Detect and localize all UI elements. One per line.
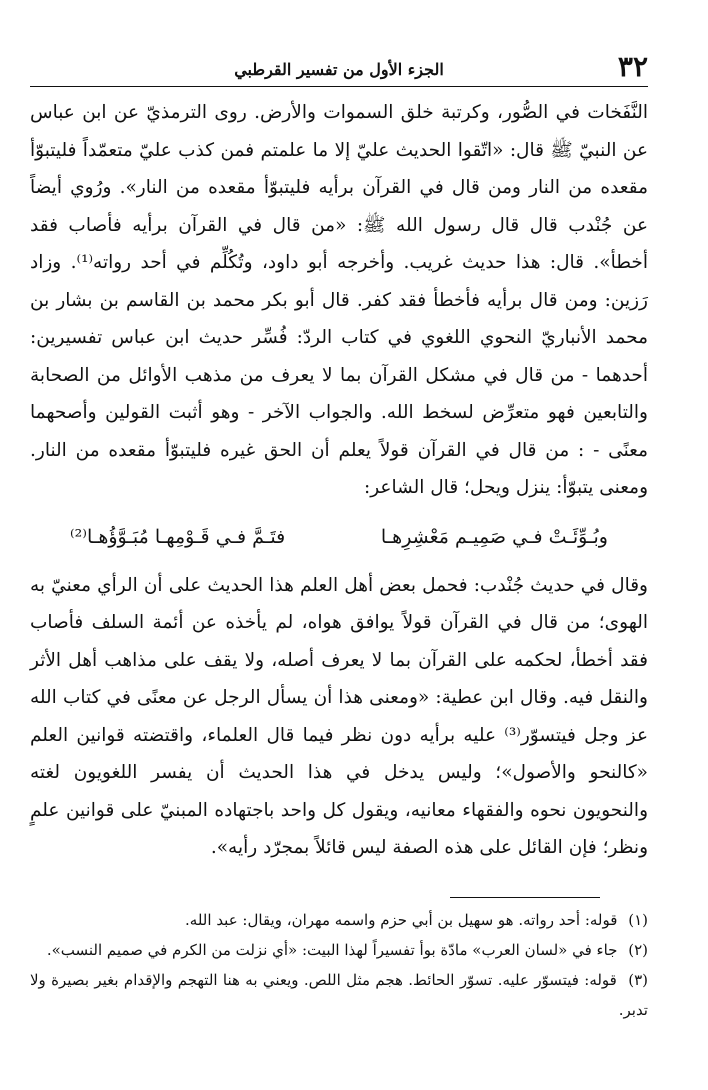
footnotes [30,905,648,1025]
verse-first-hemistich: وبُـوِّئَـتْ فـي صَمِيـم مَعْشِرِهـا [380,525,608,548]
footnote-number: (٢) [628,941,648,959]
footnote-separator [450,897,600,898]
footnote-2 [30,935,648,965]
footnote-text: قوله: فيتسوّر عليه. تسوّر الحائط. هجم مثل اللص. ويعني به هنا التهجم والإقدام بغير بصيرة ولا تدبر. [30,971,648,1019]
verse-second-hemistich: فتَـمَّ فـي قَـوْمِهـا مُبَـوَّؤُهـا⁽²⁾ [70,525,286,548]
footnote-1 [30,905,648,935]
footnote-3 [30,965,648,1025]
paragraph-1: النَّفَخات في الصُّور، وكرتبة خلق السموات والأرض. روى الترمذيّ عن ابن عباس عن النبيّ ﷺ قال: «اتّقوا الحديث عليّ إلا ما علمتم فمن كذب عليّ متعمّداً فليتبوّأ مقعده من النار ومن قال في القرآن برأيه فليتبوّأ مقعده من النار». ورُوي أيضاً عن جُنْدب قال قال رسول الله ﷺ: «من قال في القرآن برأيه فأصاب فقد أخطأ». قال: هذا حديث غريب. وأخرجه أبو داود، وتُكُلِّم في أحد رواته⁽¹⁾. وزاد رَزين: ومن قال برأيه فأخطأ فقد كفر. قال أبو بكر محمد بن القاسم بن بشار بن محمد الأنباريّ النحوي اللغوي في كتاب الردّ: فُسِّر حديث ابن عباس تفسيرين: أحدهما - من قال في مشكل القرآن بما لا يعرف من مذهب الأوائل من الصحابة والتابعين فهو متعرِّض لسخط الله. والجواب الآخر - وهو أثبت القولين وأصحهما معنًى - : من قال في القرآن قولاً يعلم أن الحق غيره فليتبوّأ مقعده من النار. ومعنى يتبوّأ: ينزل ويحل؛ قال الشاعر: [30,102,648,498]
main-text [30,94,648,867]
footnote-number: (١) [628,911,648,929]
footnote-text: قوله: أحد رواته. هو سهيل بن أبي حزم واسمه مهران، ويقال: عبد الله. [185,911,618,929]
page-number: ٣٢ [617,50,648,83]
footnote-text: جاء في «لسان العرب» مادّة بوأ تفسيراً لهذا البيت: «أي نزلت من الكرم في صميم النسب». [46,941,618,959]
paragraph-2: وقال في حديث جُنْدب: فحمل بعض أهل العلم هذا الحديث على أن الرأي معنيّ به الهوى؛ من قال في القرآن قولاً يوافق هواه، لم يأخذه عن أئمة السلف فأصاب فقد أخطأ، لحكمه على القرآن بما لا يعرف أصله، ولا يقف على مذاهب أهل الأثر والنقل فيه. وقال ابن عطية: «ومعنى هذا أن يسأل الرجل عن معنًى في كتاب الله عز وجل فيتسوّر⁽³⁾ عليه برأيه دون نظر فيما قال العلماء، واقتضته قوانين العلم «كالنحو والأصول»؛ وليس يدخل في هذا الحديث أن يفسر اللغويون لغته والنحويون نحوه والفقهاء معانيه، ويقول كل واحد باجتهاده المبنيّ على قوانين علمٍ ونظر؛ فإن القائل على هذه الصفة ليس قائلاً بمجرّد رأيه». [30,574,649,858]
page-header [30,50,648,87]
footnote-number: (٣) [628,971,648,989]
poetry-verse [70,517,608,557]
running-title: الجزء الأول من تفسير القرطبي [234,60,444,79]
